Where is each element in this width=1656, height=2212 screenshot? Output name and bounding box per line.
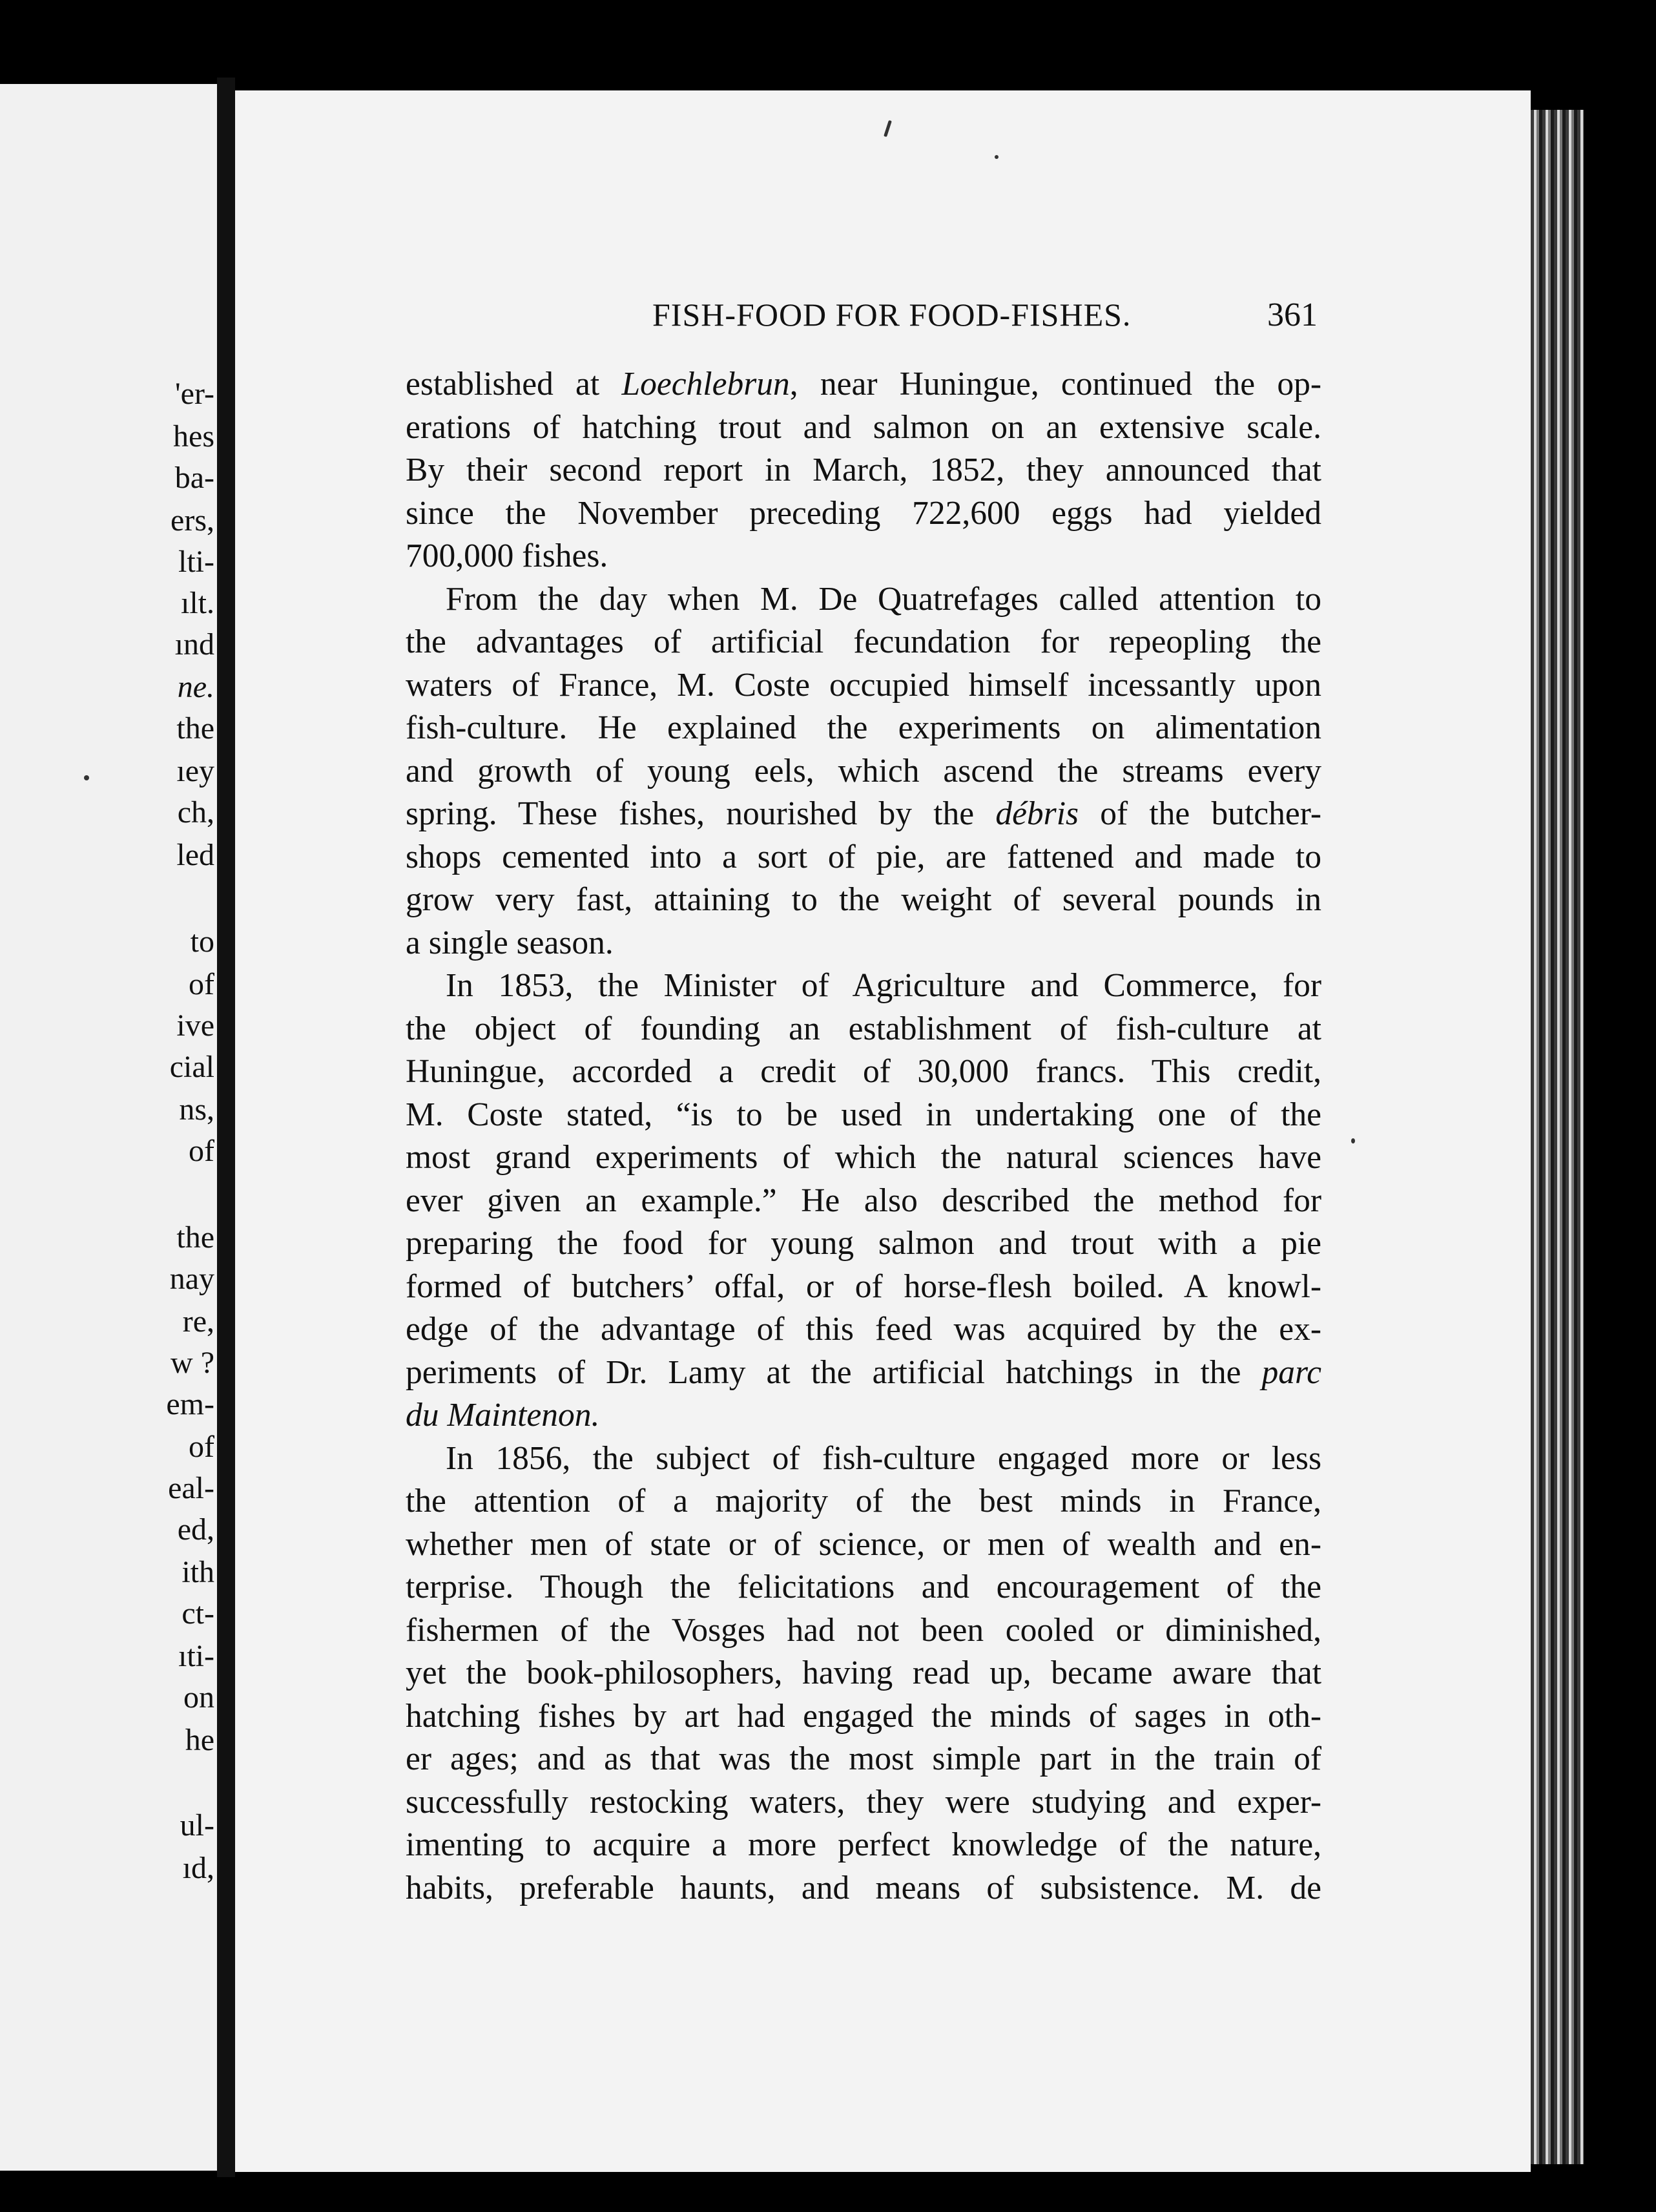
text-run: yet the book-philosophers, having read up, became aware that	[406, 1654, 1321, 1691]
text-line	[406, 363, 1321, 406]
text-run: whether men of state or of science, or men of wealth and en-	[406, 1525, 1321, 1563]
left-page-fragment: eal-	[168, 1471, 214, 1505]
left-page-fragment: to	[190, 924, 214, 959]
left-page-fragment: lti-	[178, 545, 214, 579]
text-line	[406, 1781, 1321, 1824]
running-title: FISH-FOOD FOR FOOD-FISHES.	[652, 297, 1132, 333]
left-page-fragment: the	[176, 1220, 214, 1255]
text-line	[406, 750, 1321, 793]
text-run: grow very fast, attaining to the weight of several pounds in	[406, 881, 1321, 918]
text-run: the attention of a majority of the best minds in France,	[406, 1483, 1321, 1519]
text-line	[406, 449, 1321, 492]
page-edges	[1531, 110, 1584, 2164]
text-line	[406, 793, 1321, 836]
text-line	[406, 1867, 1321, 1910]
text-line	[406, 1394, 1321, 1437]
text-line	[406, 1738, 1321, 1781]
text-run: formed of butchers’ offal, or of horse-flesh boiled. A knowl-	[406, 1268, 1321, 1305]
text-line	[406, 1566, 1321, 1609]
left-page-fragment: of	[189, 967, 214, 1001]
left-page-fragment: ith	[181, 1555, 214, 1589]
text-line	[406, 621, 1321, 664]
text-run: periments of Dr. Lamy at the artificial hatchings in the	[406, 1353, 1262, 1391]
left-page-fragment: ch,	[177, 795, 214, 830]
left-page-fragment: nay	[169, 1262, 214, 1296]
text-line	[406, 1480, 1321, 1523]
text-line	[406, 1180, 1321, 1223]
text-line	[406, 1094, 1321, 1137]
text-run: M. Coste stated, “is to be used in undertaking one of the	[406, 1096, 1321, 1133]
italic-text: parc	[1261, 1353, 1321, 1391]
text-line	[406, 1824, 1321, 1867]
italic-text: du Maintenon.	[406, 1397, 600, 1434]
left-page-fragment: the	[176, 711, 214, 746]
left-page-fragment: re,	[182, 1304, 214, 1339]
left-page-fragment: ınd	[174, 627, 214, 662]
text-run: established at	[406, 366, 622, 402]
text-run: hatching fishes by art had engaged the minds of sages in oth-	[406, 1697, 1321, 1735]
page-header	[652, 296, 1318, 341]
left-page-fragment: ers,	[171, 503, 214, 537]
text-run: 700,000 fishes.	[406, 537, 608, 574]
left-page-fragment: em-	[166, 1387, 214, 1421]
text-line	[406, 1050, 1321, 1094]
text-run: shops cemented into a sort of pie, are fattened and made to	[406, 838, 1321, 875]
text-run: since the November preceding 722,600 eggs had yielded	[406, 494, 1321, 532]
text-line	[406, 1308, 1321, 1351]
left-page-fragment: ive	[176, 1008, 214, 1043]
text-run: , near Huningue, continued the op-	[789, 366, 1322, 402]
text-line	[406, 836, 1321, 879]
left-page-fragment: ıti-	[178, 1639, 214, 1673]
text-line	[406, 1609, 1321, 1653]
text-run: In 1856, the subject of fish-culture engaged more or less	[446, 1439, 1321, 1477]
text-run: the object of founding an establishment of fish-culture at	[406, 1010, 1321, 1047]
text-run: preparing the food for young salmon and trout with a pie	[406, 1225, 1321, 1262]
left-page-fragment: ct-	[181, 1596, 214, 1631]
text-line	[406, 879, 1321, 922]
text-run: er ages; and as that was the most simple part in the train of	[406, 1740, 1321, 1777]
left-page-fragment: he	[185, 1723, 214, 1757]
text-run: a single season.	[406, 924, 614, 961]
left-page-fragment: of	[189, 1134, 214, 1168]
text-run: edge of the advantage of this feed was acquired by the ex-	[406, 1311, 1321, 1348]
text-line	[406, 922, 1321, 965]
text-line	[406, 1695, 1321, 1738]
left-page-fragment: on	[183, 1680, 214, 1715]
left-page-fragment: ns,	[179, 1092, 214, 1127]
left-page-fragment: ıd,	[182, 1851, 214, 1885]
page-number: 361	[1267, 297, 1318, 333]
text-run: erations of hatching trout and salmon on an extensive scale.	[406, 408, 1321, 446]
left-page-fragment: ed,	[177, 1512, 214, 1547]
text-run: Huningue, accorded a credit of 30,000 francs. This credit,	[406, 1053, 1321, 1090]
text-run: spring. These fishes, nourished by the	[406, 795, 996, 832]
text-run: fishermen of the Vosges had not been cooled or diminished,	[406, 1611, 1321, 1649]
text-line	[406, 1266, 1321, 1309]
text-line	[406, 965, 1321, 1008]
left-page-fragment: ul-	[180, 1808, 214, 1842]
scan-speck	[995, 155, 999, 159]
left-page-fragment: 'er-	[175, 377, 214, 411]
left-page-fragment: ne.	[177, 670, 214, 704]
text-run: terprise. Though the felicitations and encouragement of the	[406, 1569, 1321, 1605]
text-run: imenting to acquire a more perfect knowledge of the nature,	[406, 1826, 1321, 1863]
scan-speck	[84, 775, 89, 780]
left-page-fragment: w ?	[171, 1346, 214, 1380]
text-line	[406, 535, 1321, 578]
text-run: By their second report in March, 1852, they announced that	[406, 452, 1321, 488]
italic-text: débris	[995, 795, 1079, 832]
text-line	[406, 1652, 1321, 1695]
left-page-fragment: ılt.	[180, 586, 214, 620]
body-text	[406, 363, 1321, 1910]
text-line	[406, 707, 1321, 750]
left-page-fragment: ıey	[176, 754, 214, 788]
left-page-fragment: hes	[173, 419, 214, 454]
text-line	[406, 1351, 1321, 1395]
text-run: successfully restocking waters, they were studying and exper-	[406, 1783, 1321, 1821]
text-line	[406, 406, 1321, 450]
italic-text: Loechlebrun	[621, 366, 790, 402]
left-page-text-fragments	[0, 0, 217, 2212]
text-run: ever given an example.” He also described the method for	[406, 1182, 1321, 1219]
text-line	[406, 1222, 1321, 1266]
scan-speck	[1351, 1138, 1355, 1143]
text-line	[406, 578, 1321, 621]
text-run: most grand experiments of which the natural sciences have	[406, 1139, 1321, 1176]
text-line	[406, 492, 1321, 536]
text-run: fish-culture. He explained the experiments on alimentation	[406, 709, 1321, 746]
text-line	[406, 1008, 1321, 1051]
text-run: In 1853, the Minister of Agriculture and Commerce, for	[446, 967, 1321, 1004]
left-page-fragment: of	[189, 1430, 214, 1464]
text-line	[406, 1523, 1321, 1567]
text-run: habits, preferable haunts, and means of subsistence. M. de	[406, 1869, 1321, 1906]
left-page-fragment: led	[176, 838, 214, 872]
text-run: waters of France, M. Coste occupied himself incessantly upon	[406, 666, 1321, 704]
book-gutter	[217, 78, 235, 2177]
text-run: of the butcher-	[1079, 795, 1321, 832]
text-run: the advantages of artificial fecundation for repeopling the	[406, 623, 1321, 660]
left-page-fragment: ba-	[174, 461, 214, 495]
text-line	[406, 1136, 1321, 1180]
text-line	[406, 1437, 1321, 1481]
text-run: and growth of young eels, which ascend the streams every	[406, 752, 1321, 789]
left-page-fragment: cial	[169, 1050, 214, 1084]
text-run: From the day when M. De Quatrefages called attention to	[446, 580, 1321, 618]
text-line	[406, 664, 1321, 707]
